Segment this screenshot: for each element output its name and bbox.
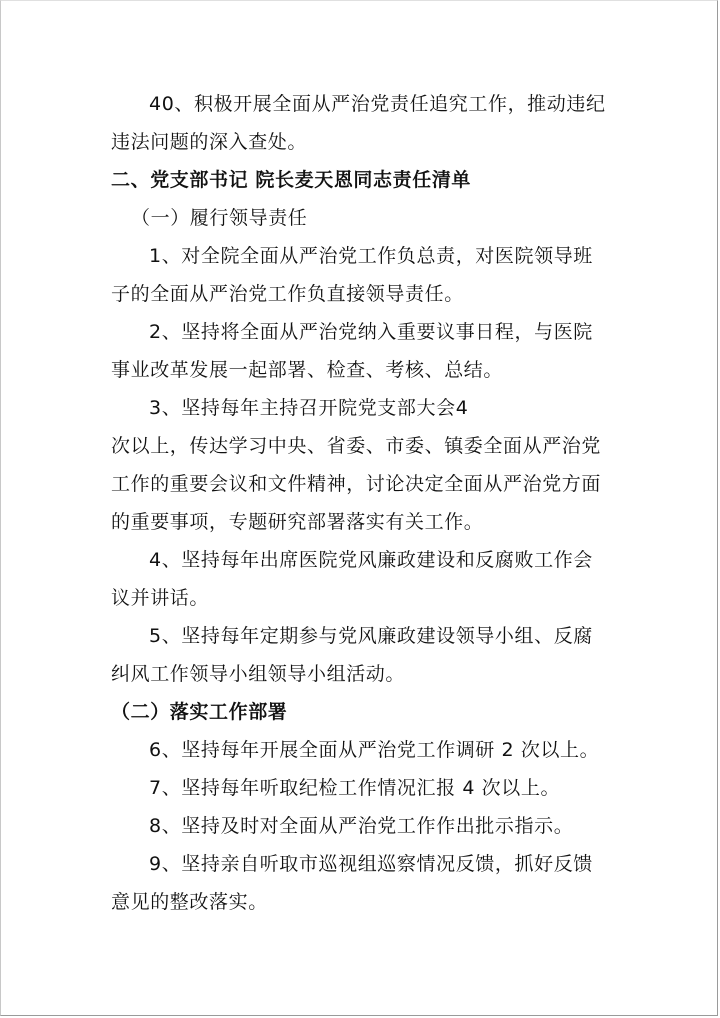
paragraph-item-3: 3、坚持每年主持召开院党支部大会4 [149, 397, 469, 419]
paragraph-item-8: 8、坚持及时对全面从严治党工作作出批示指示。 [149, 815, 574, 837]
paragraph-item-7: 7、坚持每年听取纪检工作情况汇报 4 次以上。 [149, 777, 561, 799]
subsection-heading-leadership: （一）履行领导责任 [131, 207, 308, 229]
paragraph-item-9: 9、坚持亲自听取市巡视组巡察情况反馈，抓好反馈意见的整改落实。 [111, 853, 593, 913]
section-heading-secretary-responsibility-list: 二、党支部书记 院长麦天恩同志责任清单 [111, 169, 472, 191]
paragraph-item-40: 40、积极开展全面从严治党责任追究工作，推动违纪违法问题的深入查处。 [111, 93, 606, 153]
paragraph-item-6: 6、坚持每年开展全面从严治党工作调研 2 次以上。 [149, 739, 600, 761]
subsection-heading-work-deployment: （二）落实工作部署 [111, 701, 288, 723]
document-body [111, 85, 611, 921]
paragraph-item-2: 2、坚持将全面从严治党纳入重要议事日程，与医院事业改革发展一起部署、检查、考核、总结。 [111, 321, 593, 381]
paragraph-item-1: 1、对全院全面从严治党工作负总责，对医院领导班子的全面从严治党工作负直接领导责任。 [111, 245, 593, 305]
paragraph-item-3-continued: 次以上，传达学习中央、省委、市委、镇委全面从严治党工作的重要会议和文件精神，讨论决定全面从严治党方面的重要事项，专题研究部署落实有关工作。 [111, 435, 602, 533]
paragraph-item-4: 4、坚持每年出席医院党风廉政建设和反腐败工作会议并讲话。 [111, 549, 593, 609]
paragraph-item-5: 5、坚持每年定期参与党风廉政建设领导小组、反腐纠风工作领导小组领导小组活动。 [111, 625, 593, 685]
